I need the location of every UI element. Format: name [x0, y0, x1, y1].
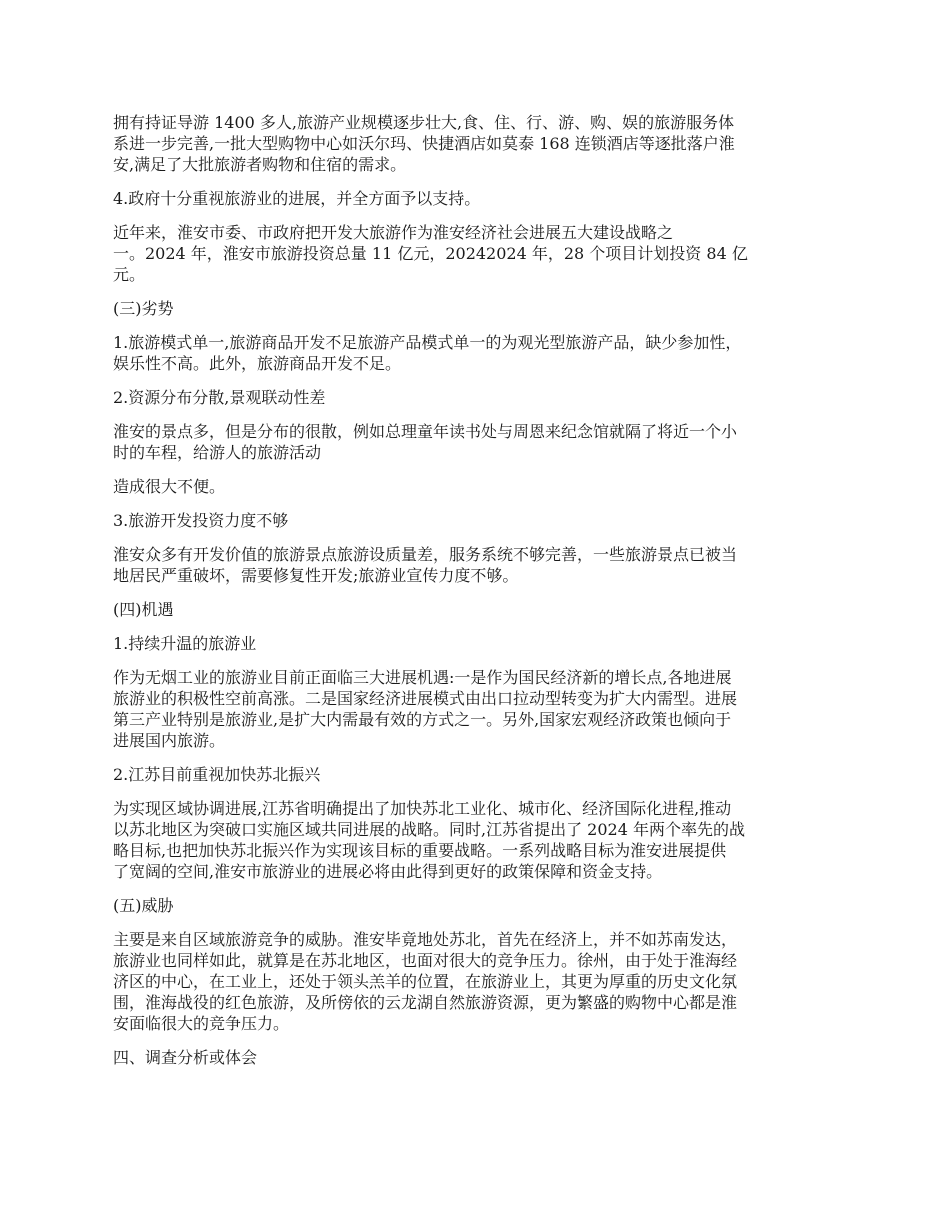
paragraph-line: 济区的中心，在工业上，还处于领头羔羊的位置，在旅游业上，其更为厚重的历史文化氛	[113, 972, 738, 991]
paragraph-line: 淮安的景点多，但是分布的很散，例如总理童年读书处与周恩来纪念馆就隔了将近一个小	[113, 422, 738, 441]
paragraph-line: 进展国内旅游。	[113, 731, 226, 750]
paragraph	[113, 332, 843, 374]
paragraph-line: 旅游业也同样如此，就算是在苏北地区，也面对很大的竞争压力。徐州，由于处于淮海经	[113, 951, 738, 970]
paragraph-line: 了宽阔的空间,淮安市旅游业的进展必将由此得到更好的政策保障和资金支持。	[113, 862, 663, 881]
document-page	[113, 112, 843, 1081]
paragraph-line: 围，淮海战役的红色旅游，及所傍依的云龙湖自然旅游资源，更为繁盛的购物中心都是淮	[113, 993, 738, 1012]
paragraph-line: 地居民严重破坏，需要修复性开发;旅游业宣传力度不够。	[113, 566, 519, 585]
paragraph-line: 略目标,也把加快苏北振兴作为实现该目标的重要战略。一系列战略目标为淮安进展提供	[113, 841, 727, 860]
paragraph	[113, 222, 843, 285]
section-heading: (五)威胁	[113, 896, 174, 915]
paragraph	[113, 798, 843, 882]
paragraph-line: 第三产业特别是旅游业,是扩大内需最有效的方式之一。另外,国家宏观经济政策也倾向于	[113, 710, 732, 729]
paragraph-line: 系进一步完善,一批大型购物中心如沃尔玛、快捷酒店如莫泰 168 连锁酒店等逐批落户淮	[113, 134, 735, 153]
paragraph-line: 一。2024 年，淮安市旅游投资总量 11 亿元，20242024 年，28 个项目计划投资 84 亿	[113, 244, 748, 263]
paragraph-line: 元。	[113, 265, 146, 284]
paragraph	[113, 544, 843, 586]
paragraph	[113, 667, 843, 751]
paragraph-line: 安面临很大的竞争压力。	[113, 1014, 290, 1033]
paragraph	[113, 112, 843, 175]
section-heading: 3.旅游开发投资力度不够	[113, 511, 289, 530]
paragraph-line: 淮安众多有开发价值的旅游景点旅游设质量差，服务系统不够完善，一些旅游景点已被当	[113, 545, 738, 564]
section-heading: 2.资源分布分散,景观联动性差	[113, 388, 326, 407]
paragraph-line: 主要是来自区域旅游竞争的威胁。淮安毕竟地处苏北，首先在经济上，并不如苏南发达，	[113, 930, 738, 949]
paragraph-line: 安,满足了大批旅游者购物和住宿的需求。	[113, 155, 407, 174]
section-heading: (三)劣势	[113, 299, 174, 318]
paragraph-line: 以苏北地区为突破口实施区域共同进展的战略。同时,江苏省提出了 2024 年两个率先的战	[113, 820, 745, 839]
section-heading: 造成很大不便。	[113, 477, 226, 496]
section-heading: 1.持续升温的旅游业	[113, 634, 257, 653]
paragraph-line: 1.旅游模式单一,旅游商品开发不足旅游产品模式单一的为观光型旅游产品，缺少参加性，	[113, 333, 742, 352]
paragraph	[113, 421, 843, 463]
paragraph-line: 近年来，淮安市委、市政府把开发大旅游作为淮安经济社会进展五大建设战略之	[113, 223, 674, 242]
paragraph-line: 娱乐性不高。此外，旅游商品开发不足。	[113, 354, 402, 373]
section-heading: (四)机遇	[113, 600, 174, 619]
section-heading: 2.江苏目前重视加快苏北振兴	[113, 765, 321, 784]
paragraph-line: 拥有持证导游 1400 多人,旅游产业规模逐步壮大,食、住、行、游、购、娱的旅游服务体	[113, 113, 735, 132]
paragraph-line: 时的车程，给游人的旅游活动	[113, 443, 322, 462]
section-heading: 四、调查分析或体会	[113, 1048, 258, 1067]
paragraph-line: 旅游业的积极性空前高涨。二是国家经济进展模式由出口拉动型转变为扩大内需型。进展	[113, 689, 738, 708]
section-heading: 4.政府十分重视旅游业的进展，并全方面予以支持。	[113, 189, 481, 208]
paragraph	[113, 929, 843, 1034]
paragraph-line: 为实现区域协调进展,江苏省明确提出了加快苏北工业化、城市化、经济国际化进程,推动	[113, 799, 732, 818]
paragraph-line: 作为无烟工业的旅游业目前正面临三大进展机遇:一是作为国民经济新的增长点,各地进展	[113, 668, 732, 687]
